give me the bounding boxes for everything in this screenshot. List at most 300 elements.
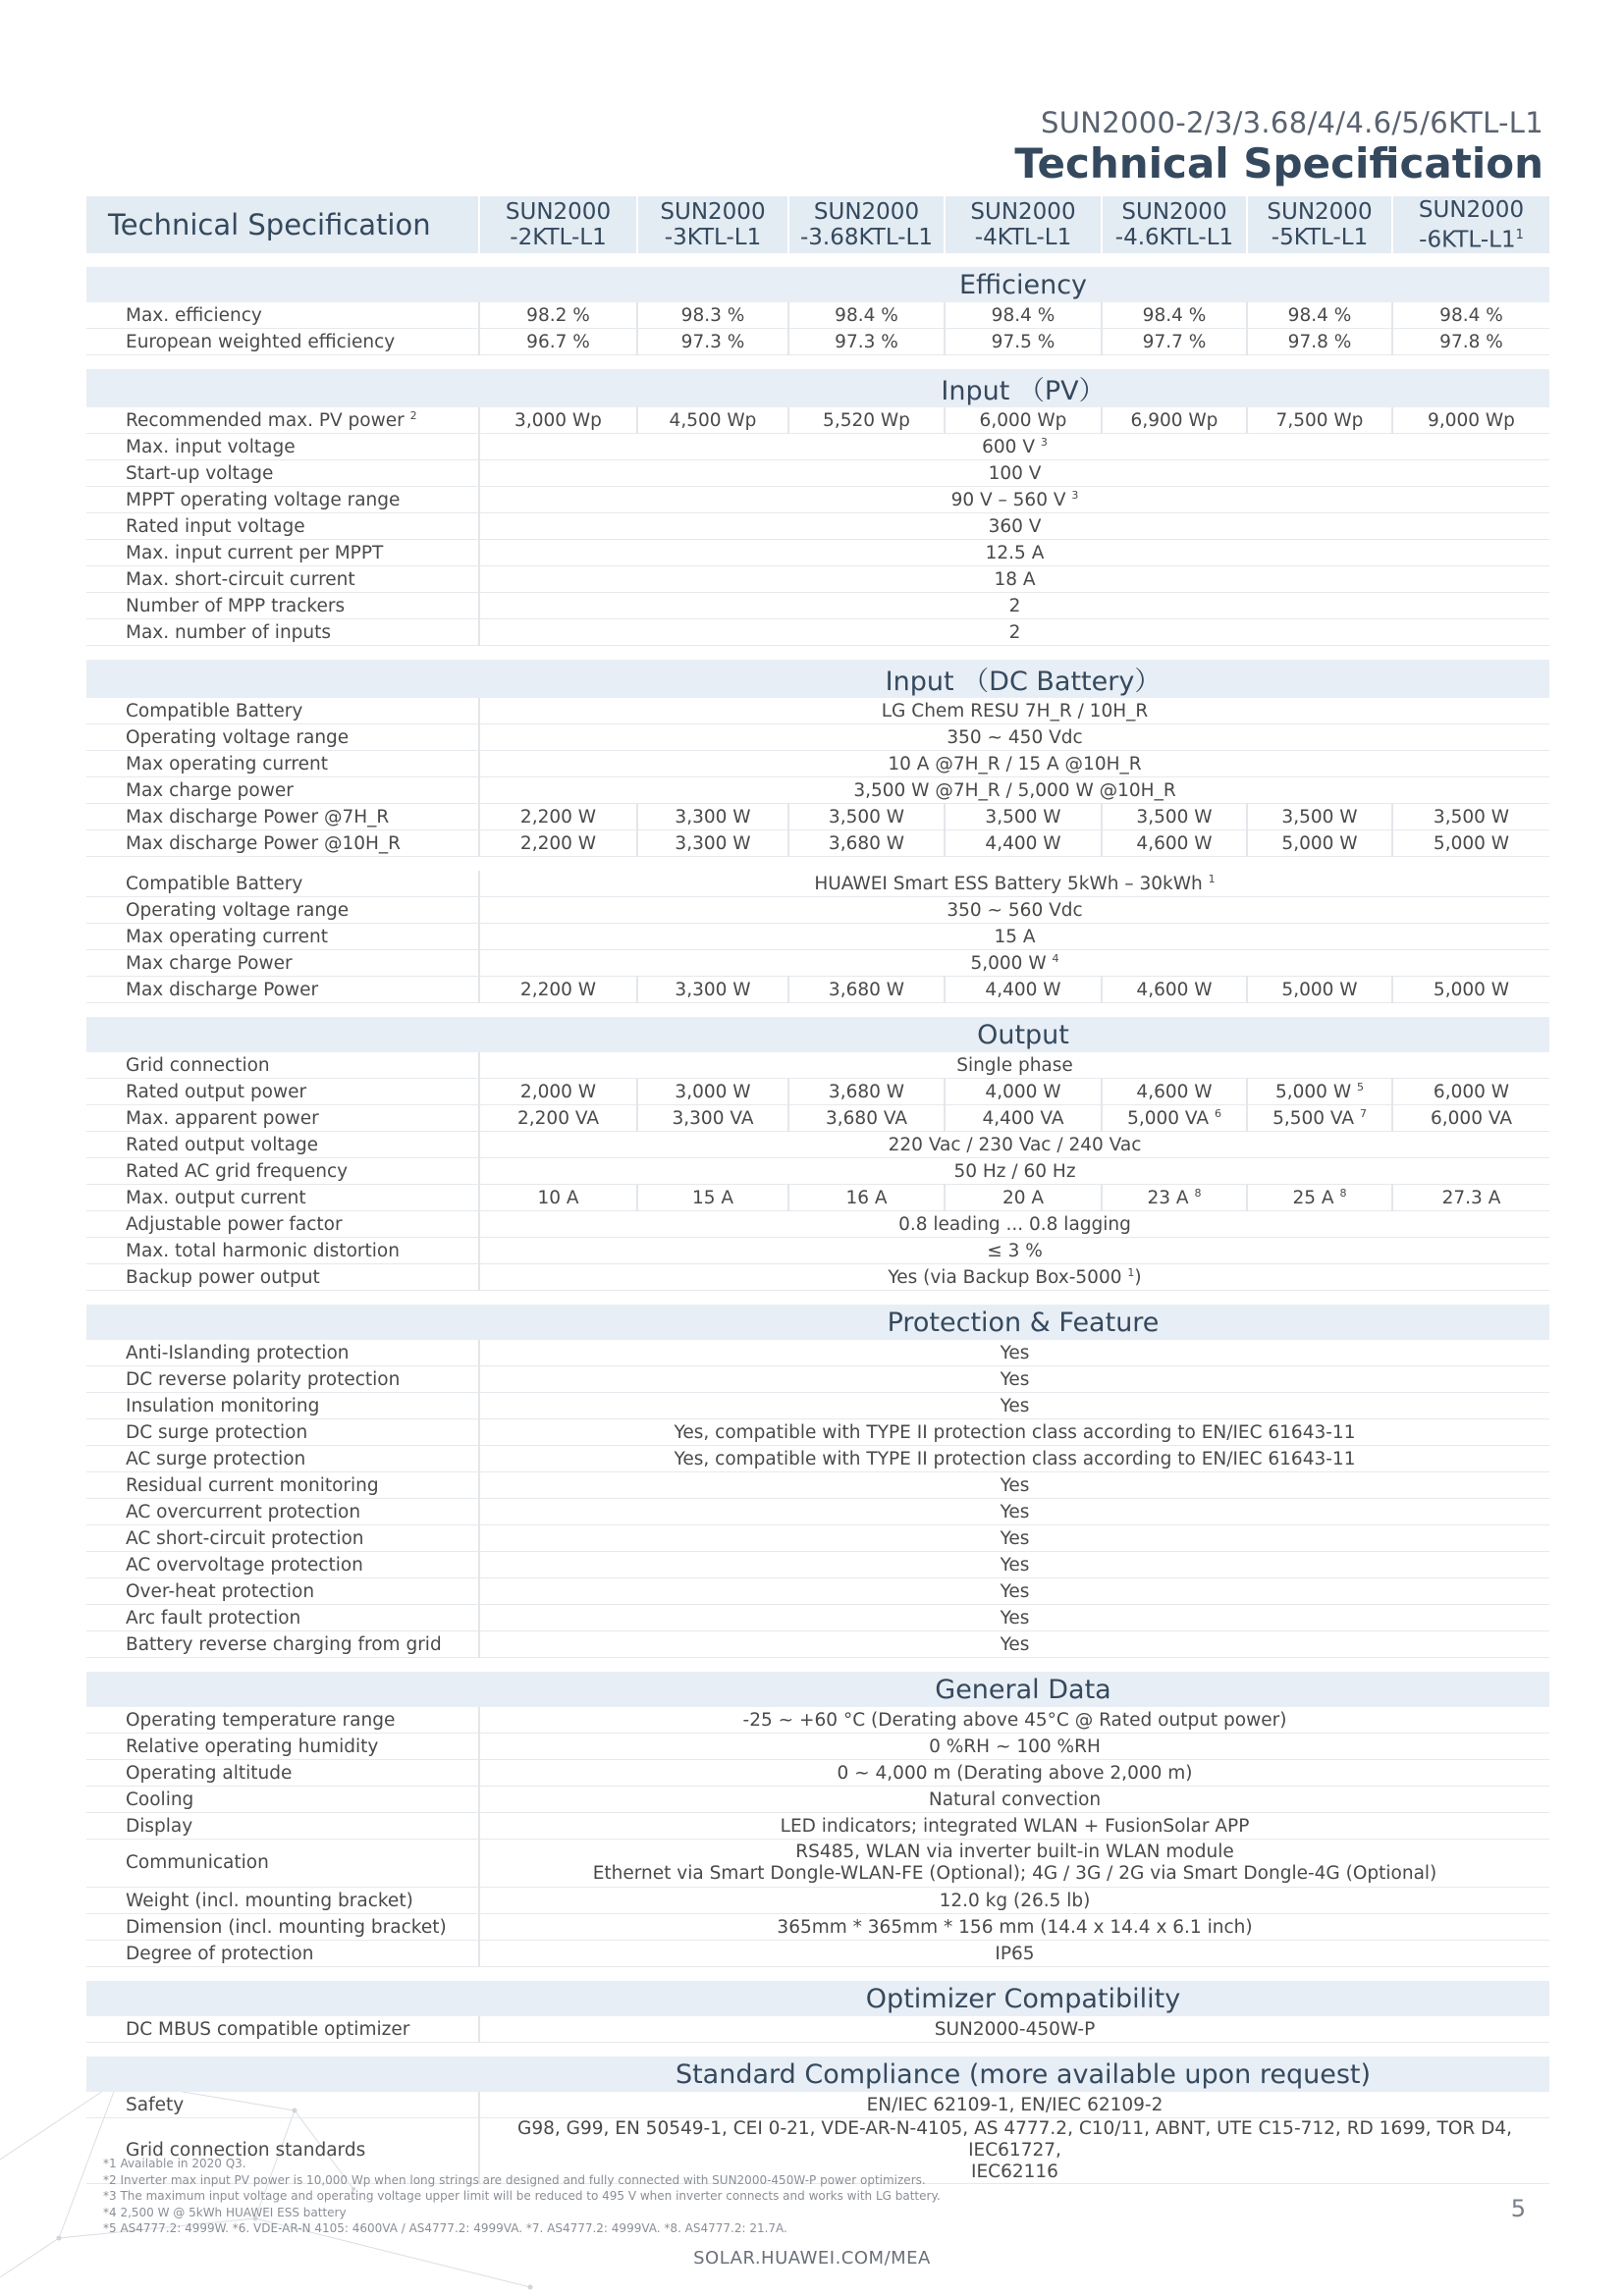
spec-value-text: 5,000 VA — [1127, 1108, 1210, 1130]
spec-value — [479, 434, 1549, 460]
spec-value-text: 5,000 W — [970, 953, 1047, 975]
spec-value — [479, 1340, 1549, 1366]
spec-label — [86, 950, 479, 977]
footnote-ref: 1 — [1127, 1265, 1135, 1279]
spec-value — [479, 513, 1549, 540]
spec-label — [86, 460, 479, 487]
spec-label — [86, 1914, 479, 1941]
spec-value-text: 97.5 % — [991, 331, 1056, 352]
spec-value — [479, 1605, 1549, 1631]
section-spacer — [86, 1658, 1549, 1673]
spec-value-text: Yes (via Backup Box-5000 — [888, 1267, 1122, 1289]
spec-value-text: 10 A — [537, 1187, 579, 1208]
spec-row — [86, 1185, 1549, 1211]
spec-value-text: HUAWEI Smart ESS Battery 5kWh – 30kWh — [814, 874, 1203, 895]
spec-value-text: 4,500 Wp — [669, 409, 757, 431]
spec-value-text: 2,000 W — [519, 1081, 597, 1102]
spec-value-text: 6,000 VA — [1431, 1107, 1512, 1129]
spec-value — [1102, 407, 1247, 434]
spec-row — [86, 329, 1549, 355]
spec-value-text: 98.4 % — [835, 304, 898, 326]
spec-value — [945, 977, 1102, 1003]
spec-label-text: MPPT operating voltage range — [126, 489, 401, 510]
spec-label — [86, 1158, 479, 1185]
spec-value-text: 3,300 W — [675, 979, 751, 1000]
spec-label-text: Adjustable power factor — [126, 1213, 343, 1235]
spec-value — [479, 593, 1549, 619]
spec-value — [479, 487, 1549, 513]
spec-label — [86, 513, 479, 540]
spec-value-text: 3,680 W — [828, 979, 905, 1000]
spec-value — [479, 1419, 1549, 1446]
model-variant: -3.68KTL-L1 — [799, 225, 933, 250]
spec-label — [86, 1211, 479, 1238]
spec-label-text: AC overcurrent protection — [126, 1501, 361, 1522]
spec-value — [479, 1631, 1549, 1658]
spec-value — [479, 1158, 1549, 1185]
spec-value-text: 3,680 VA — [826, 1107, 907, 1129]
footnote-line: *1 Available in 2020 Q3. — [103, 2157, 246, 2170]
spec-row — [86, 2092, 1549, 2118]
spec-value — [1392, 302, 1549, 329]
section-title: Input （PV） — [86, 369, 1549, 407]
spec-value — [479, 1238, 1549, 1264]
spec-label — [86, 777, 479, 804]
spec-row — [86, 1264, 1549, 1291]
spec-value-text: 7,500 Wp — [1275, 409, 1364, 431]
spec-value-text: 96.7 % — [526, 331, 590, 352]
spec-row — [86, 1472, 1549, 1499]
spec-value — [479, 1888, 1549, 1914]
spec-value — [479, 1393, 1549, 1419]
spec-value — [479, 897, 1549, 924]
spec-label-text: Rated input voltage — [126, 515, 305, 537]
spec-value-text: 220 Vac / 230 Vac / 240 Vac — [888, 1134, 1142, 1155]
spec-label — [86, 1340, 479, 1366]
spec-value-text: 3,680 W — [828, 1081, 905, 1102]
spec-value — [945, 1105, 1102, 1132]
spec-value-text: 2,200 W — [519, 806, 597, 828]
spec-row — [86, 1366, 1549, 1393]
spec-label — [86, 924, 479, 950]
spec-label-text: Max. number of inputs — [126, 621, 332, 643]
spacer-cell — [86, 1967, 1549, 1982]
spec-label — [86, 698, 479, 724]
spec-label — [86, 724, 479, 751]
spec-label — [86, 871, 479, 897]
spec-value-text: Yes — [1000, 1633, 1030, 1655]
spec-value — [479, 950, 1549, 977]
spec-label-text: AC overvoltage protection — [126, 1554, 363, 1575]
model-header — [479, 196, 637, 253]
spec-row — [86, 1787, 1549, 1813]
spec-value — [1102, 329, 1247, 355]
spec-value — [1392, 804, 1549, 830]
model-series: SUN2000 — [970, 199, 1076, 225]
model-series: SUN2000 — [1267, 199, 1373, 225]
spec-label-text: Operating voltage range — [126, 899, 350, 921]
model-header — [1247, 196, 1392, 253]
spec-value — [1247, 329, 1392, 355]
spec-label-text: Compatible Battery — [126, 873, 303, 894]
spec-label-text: Communication — [126, 1852, 269, 1873]
section-header — [86, 1672, 1549, 1707]
spec-row — [86, 1578, 1549, 1605]
spec-value-text: 97.3 % — [835, 331, 898, 352]
spec-label — [86, 1552, 479, 1578]
spec-label-text: DC MBUS compatible optimizer — [126, 2018, 410, 2040]
spec-label — [86, 1079, 479, 1105]
spec-value — [479, 751, 1549, 777]
spec-value-text: 4,000 W — [985, 1081, 1061, 1102]
footnote-ref: 1 — [1208, 872, 1216, 885]
spec-row — [86, 593, 1549, 619]
spec-value-text: 97.3 % — [680, 331, 745, 352]
spec-value-line2: Ethernet via Smart Dongle-WLAN-FE (Optional); 4G / 3G / 2G via Smart Dongle-4G (Optional) — [592, 1863, 1437, 1884]
spec-table — [86, 196, 1549, 2184]
spec-label — [86, 619, 479, 646]
spec-value — [788, 830, 945, 857]
model-series: SUN2000 — [505, 199, 612, 225]
spec-label — [86, 1393, 479, 1419]
spec-value — [1102, 1079, 1247, 1105]
spec-value — [1247, 1079, 1392, 1105]
section-spacer — [86, 253, 1549, 267]
spec-row — [86, 1941, 1549, 1967]
spec-value-text: 5,000 W — [1433, 832, 1510, 854]
model-header — [945, 196, 1102, 253]
section-spacer — [86, 1291, 1549, 1306]
spec-row — [86, 1631, 1549, 1658]
spec-value — [1247, 302, 1392, 329]
spec-label — [86, 1419, 479, 1446]
spec-label-text: Max charge power — [126, 779, 294, 801]
spec-label — [86, 897, 479, 924]
spec-value-text: 97.7 % — [1142, 331, 1207, 352]
spec-label-text: DC reverse polarity protection — [126, 1368, 401, 1390]
row-spacer — [86, 857, 1549, 872]
spec-value — [788, 804, 945, 830]
spec-label — [86, 1366, 479, 1393]
spec-label-text: Display — [126, 1815, 193, 1837]
spec-value-text: Yes — [1000, 1580, 1030, 1602]
spec-value-suffix: ) — [1134, 1267, 1142, 1289]
spec-value-text: 3,500 W — [1281, 806, 1358, 828]
spec-label — [86, 1578, 479, 1605]
spec-label-text: Max. input current per MPPT — [126, 542, 384, 563]
spec-label-text: Grid connection standards — [126, 2140, 366, 2161]
spec-label-text: Arc fault protection — [126, 1607, 301, 1629]
spec-row — [86, 1446, 1549, 1472]
spec-label-text: Max discharge Power — [126, 979, 319, 1000]
spec-value-text: 5,000 W — [1274, 1082, 1352, 1103]
spec-row — [86, 724, 1549, 751]
spec-value — [479, 1941, 1549, 1967]
spec-label-text: Grid connection — [126, 1054, 270, 1076]
spec-value-text: 50 Hz / 60 Hz — [953, 1160, 1076, 1182]
section-title: Protection & Feature — [86, 1305, 1549, 1340]
spec-value-text: 5,500 VA — [1272, 1108, 1355, 1130]
spec-value — [479, 1525, 1549, 1552]
spec-value-text: 15 A — [994, 926, 1036, 947]
spec-value-text: 2 — [1008, 621, 1021, 643]
spec-value-text: 3,500 W — [1433, 806, 1510, 828]
spec-label-text: Max. output current — [126, 1187, 306, 1208]
spec-label — [86, 593, 479, 619]
spec-value-text: 350 ~ 560 Vdc — [947, 899, 1083, 921]
spec-row — [86, 619, 1549, 646]
spec-row — [86, 1552, 1549, 1578]
spec-label — [86, 1888, 479, 1914]
spec-value — [1102, 830, 1247, 857]
spec-label — [86, 1264, 479, 1291]
spec-label-text: Compatible Battery — [126, 700, 303, 721]
spec-label — [86, 1052, 479, 1079]
spec-value-text: 4,600 W — [1136, 832, 1213, 854]
spec-value — [479, 698, 1549, 724]
spec-value-text: Yes — [1000, 1368, 1030, 1390]
spec-value — [479, 329, 637, 355]
spec-value — [1102, 1105, 1247, 1132]
spec-value-text: LG Chem RESU 7H_R / 10H_R — [881, 700, 1149, 721]
spec-value-text: RS485, WLAN via inverter built-in WLAN module — [795, 1842, 1234, 1862]
spec-value-text: Yes — [1000, 1342, 1030, 1363]
spec-value-text: 3,500 W — [1136, 806, 1213, 828]
spec-value-text: 2 — [1008, 595, 1021, 616]
spec-label — [86, 830, 479, 857]
spec-value-text: 5,520 Wp — [823, 409, 910, 431]
spec-value-text: 6,900 Wp — [1130, 409, 1218, 431]
model-series: SUN2000 — [1418, 196, 1525, 223]
spec-value — [479, 924, 1549, 950]
footnote-ref: 1 — [1515, 227, 1524, 242]
header-label: Technical Specification — [86, 196, 479, 253]
spec-label — [86, 1941, 479, 1967]
spec-value-text: 4,600 W — [1136, 979, 1213, 1000]
spec-label — [86, 804, 479, 830]
website-url: SOLAR.HUAWEI.COM/MEA — [693, 2248, 931, 2269]
spec-label — [86, 1707, 479, 1734]
spec-value — [945, 407, 1102, 434]
model-series: SUN2000 — [813, 199, 920, 225]
spec-value-text: LED indicators; integrated WLAN + FusionSolar APP — [780, 1815, 1250, 1837]
spec-label — [86, 434, 479, 460]
spec-value-text: 3,500 W @7H_R / 5,000 W @10H_R — [853, 779, 1176, 801]
model-header — [1102, 196, 1247, 253]
spec-label — [86, 1185, 479, 1211]
spec-value-text: 25 A — [1292, 1188, 1334, 1209]
spacer-cell — [86, 857, 1549, 872]
spec-value-text: 3,300 VA — [672, 1107, 754, 1129]
spec-value-text: Yes — [1000, 1474, 1030, 1496]
spec-row — [86, 434, 1549, 460]
spec-value — [479, 777, 1549, 804]
spec-value-text: 360 V — [988, 515, 1042, 537]
spec-label — [86, 1813, 479, 1840]
spec-row — [86, 1052, 1549, 1079]
spec-label — [86, 487, 479, 513]
spec-value-text: 16 A — [845, 1187, 888, 1208]
spec-row — [86, 1605, 1549, 1631]
model-series: SUN2000 — [1121, 199, 1227, 225]
column-header-row — [86, 196, 1549, 253]
spec-value-text: 23 A — [1147, 1188, 1189, 1209]
spec-value — [1247, 407, 1392, 434]
spacer-cell — [86, 355, 1549, 370]
spec-label-text: Battery reverse charging from grid — [126, 1633, 442, 1655]
spec-value-text: 0 ~ 4,000 m (Derating above 2,000 m) — [837, 1762, 1193, 1784]
spec-row — [86, 1079, 1549, 1105]
spec-value — [479, 830, 637, 857]
spec-row — [86, 950, 1549, 977]
model-variant: -4.6KTL-L1 — [1114, 225, 1234, 250]
spec-value-text: 20 A — [1001, 1187, 1045, 1208]
spec-label — [86, 1525, 479, 1552]
spec-row — [86, 1840, 1549, 1888]
spec-row — [86, 487, 1549, 513]
spec-value — [1247, 1185, 1392, 1211]
spec-value — [479, 1914, 1549, 1941]
spec-value-text: 3,300 W — [675, 832, 751, 854]
spec-label — [86, 1734, 479, 1760]
spec-value-text: G98, G99, EN 50549-1, CEI 0-21, VDE-AR-N-4105, AS 4777.2, C10/11, ABNT, UTE C15-712, RD 1699, TOR D4, IEC61727, — [516, 2118, 1513, 2161]
spec-value-text: Yes, compatible with TYPE II protection class according to EN/IEC 61643-11 — [674, 1421, 1356, 1443]
spec-row — [86, 830, 1549, 857]
spec-value-text: Single phase — [956, 1054, 1073, 1076]
page-number: 5 — [1510, 2195, 1526, 2222]
spec-value — [637, 329, 788, 355]
spec-row — [86, 751, 1549, 777]
spec-label — [86, 1760, 479, 1787]
section-title: Optimizer Compatibility — [86, 1981, 1549, 2016]
spec-label-text: Residual current monitoring — [126, 1474, 379, 1496]
spec-label-text: Max discharge Power @10H_R — [126, 832, 402, 854]
spec-value-text: Yes — [1000, 1527, 1030, 1549]
spec-label — [86, 540, 479, 566]
spec-value — [637, 1105, 788, 1132]
spec-value-text: -25 ~ +60 °C (Derating above 45°C @ Rated output power) — [742, 1709, 1287, 1731]
spec-label-text: Max operating current — [126, 753, 328, 774]
spec-value-text: Yes — [1000, 1501, 1030, 1522]
spec-row — [86, 1132, 1549, 1158]
spec-label — [86, 302, 479, 329]
spec-label — [86, 566, 479, 593]
spec-value — [1102, 1185, 1247, 1211]
spec-value — [637, 830, 788, 857]
spec-value-text: Natural convection — [928, 1789, 1102, 1810]
spec-label-text: Operating altitude — [126, 1762, 293, 1784]
spec-value — [479, 1052, 1549, 1079]
spec-row — [86, 1238, 1549, 1264]
header-title: Technical Specification — [1014, 139, 1543, 187]
spec-value — [1247, 977, 1392, 1003]
spec-value-text: 12.0 kg (26.5 lb) — [939, 1890, 1091, 1911]
spec-label — [86, 977, 479, 1003]
spec-label-text: Max. input voltage — [126, 436, 296, 457]
section-title: Efficiency — [86, 267, 1549, 302]
spec-value — [479, 1211, 1549, 1238]
spec-row — [86, 977, 1549, 1003]
spec-value — [479, 2092, 1549, 2118]
spec-value — [479, 2016, 1549, 2043]
spec-row — [86, 1888, 1549, 1914]
spec-row — [86, 1419, 1549, 1446]
section-spacer — [86, 646, 1549, 661]
spec-value — [479, 1185, 637, 1211]
spec-value — [1392, 1105, 1549, 1132]
spec-value-text: 4,400 VA — [982, 1107, 1064, 1129]
spec-value-text: 3,500 W — [985, 806, 1061, 828]
spec-label-text: Start-up voltage — [126, 462, 274, 484]
spec-row — [86, 1914, 1549, 1941]
spec-value — [479, 1813, 1549, 1840]
spec-value — [479, 619, 1549, 646]
footnote-line: *2 Inverter max input PV power is 10,000 Wp when long strings are designed and fully connected with SUN2000-450W-P power optimizers. — [103, 2172, 926, 2187]
spec-label-text: Backup power output — [126, 1266, 320, 1288]
footnote-ref: 8 — [1339, 1186, 1347, 1200]
spec-value-text: 0 %RH ~ 100 %RH — [929, 1735, 1101, 1757]
spacer-cell — [86, 1291, 1549, 1306]
spec-label-text: Insulation monitoring — [126, 1395, 320, 1416]
spec-value-text: 98.4 % — [1142, 304, 1207, 326]
model-header — [1392, 196, 1549, 253]
spacer-cell — [86, 253, 1549, 267]
spec-label — [86, 1631, 479, 1658]
spec-value-text: 97.8 % — [1287, 331, 1352, 352]
spec-row — [86, 1105, 1549, 1132]
spec-value-text: 27.3 A — [1441, 1187, 1501, 1208]
spec-row — [86, 1393, 1549, 1419]
spec-value-text: 98.4 % — [1287, 304, 1352, 326]
spec-row — [86, 1499, 1549, 1525]
spec-label — [86, 1499, 479, 1525]
spec-value-text: 9,000 Wp — [1428, 409, 1515, 431]
spec-value-text: 4,600 W — [1136, 1081, 1213, 1102]
spec-value-line2: IEC62116 — [971, 2162, 1058, 2182]
footnote-ref: 3 — [1071, 488, 1079, 502]
spec-value-text: Yes — [1000, 1395, 1030, 1416]
spec-value-text: 90 V – 560 V — [950, 490, 1066, 511]
spec-value-text: 12.5 A — [985, 542, 1045, 563]
section-header — [86, 1017, 1549, 1052]
spec-row — [86, 1158, 1549, 1185]
spec-value-text: 100 V — [988, 462, 1042, 484]
spec-value-text: 6,000 W — [1433, 1081, 1510, 1102]
spec-value — [637, 977, 788, 1003]
footnote-ref: 3 — [1040, 435, 1048, 449]
spec-value-text: 5,000 W — [1281, 832, 1358, 854]
spec-value — [479, 1105, 637, 1132]
spec-value-text: 365mm * 365mm * 156 mm (14.4 x 14.4 x 6.1 inch) — [777, 1916, 1253, 1938]
spec-value-text: 98.2 % — [526, 304, 590, 326]
spec-row — [86, 513, 1549, 540]
spec-value — [1392, 1185, 1549, 1211]
spec-row — [86, 1340, 1549, 1366]
spec-value — [788, 1079, 945, 1105]
spec-label-text: Operating voltage range — [126, 726, 350, 748]
spec-value — [479, 977, 637, 1003]
spec-value — [479, 1079, 637, 1105]
spec-value — [479, 871, 1549, 897]
spec-value-text: 5,000 W — [1433, 979, 1510, 1000]
spec-value — [945, 830, 1102, 857]
section-header — [86, 267, 1549, 302]
spec-label — [86, 1446, 479, 1472]
spec-label — [86, 2016, 479, 2043]
spacer-cell — [86, 646, 1549, 661]
section-header — [86, 1305, 1549, 1340]
spec-value — [945, 1185, 1102, 1211]
